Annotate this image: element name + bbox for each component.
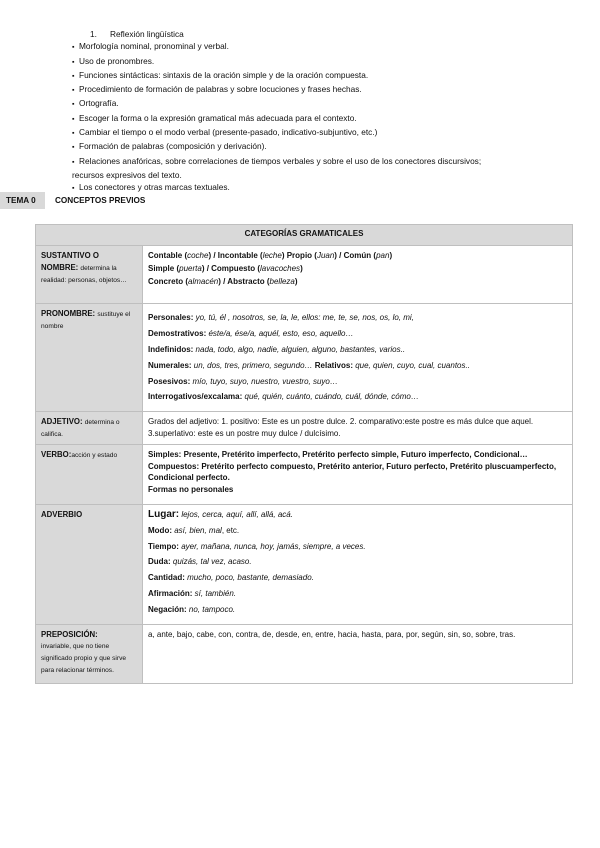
row-label [36, 246, 143, 304]
row-content [143, 504, 573, 624]
content-line: Cantidad: mucho, poco, bastante, demasiado. [148, 573, 314, 583]
label-main: ADVERBIO [41, 509, 83, 519]
content-line: Simple (puerta) / Compuesto (lavacoches) [148, 263, 303, 273]
content-line: Simples: Presente, Pretérito imperfecto, Pretérito perfecto simple, Futuro imperfecto, Condicional… [148, 449, 528, 459]
content-line: Compuestos: Pretérito perfecto compuesto, Pretérito anterior, Futuro perfecto, Pretérito pluscuamperfecto, Condicional perfecto. [148, 461, 557, 483]
label-main: PREPOSICIÓN: [41, 629, 98, 639]
label-main: VERBO: [41, 449, 72, 459]
label-description: acción y estado [71, 451, 118, 459]
content-text: Grados del adjetivo: 1. positivo: Este es un postre dulce. 2. comparativo:este postre es más dulce que aquel. 3.superlativo: este es un postre muy dulce / dulcísimo. [148, 417, 534, 438]
bullet-item: ▪ Cambiar el tiempo o el modo verbal (presente-pasado, indicativo-subjuntivo, etc.) [72, 126, 572, 140]
label-main: ADJETIVO: [41, 417, 83, 427]
section-heading [72, 28, 572, 40]
content-line: Posesivos: mío, tuyo, suyo, nuestro, vuestro, suyo… [148, 376, 338, 386]
label-description: determina o califica. [41, 419, 120, 438]
bullet-item: ▪ Ortografía. [72, 97, 572, 111]
row-label [36, 412, 143, 445]
row-label [36, 304, 143, 412]
bullet-item: ▪ Procedimiento de formación de palabras y sobre locuciones y frases hechas. [72, 83, 572, 97]
bullet-item: ▪ Funciones sintácticas: sintaxis de la oración simple y de la oración compuesta. [72, 69, 572, 83]
tema-tag: TEMA 0 [0, 192, 45, 209]
heading-number: 1. [90, 29, 97, 39]
bullet-item: ▪ Escoger la forma o la expresión gramatical más adecuada para el contexto. [72, 112, 572, 126]
table-header: CATEGORÍAS GRAMATICALES [36, 225, 573, 246]
bullet-item: ▪ Uso de pronombres. [72, 55, 572, 69]
row-content [143, 444, 573, 504]
bullet-item: ▪ Formación de palabras (composición y derivación). [72, 140, 572, 154]
row-label [36, 444, 143, 504]
intro-section [72, 28, 572, 196]
tema-bar [0, 192, 600, 209]
row-content [143, 624, 573, 683]
row-adverbio [36, 504, 573, 624]
content-text: a, ante, bajo, cabe, con, contra, de, desde, en, entre, hacia, hasta, para, por, según, sin, so, sobre, tras. [148, 629, 516, 639]
row-content [143, 246, 573, 304]
bullet-item: ▪ Relaciones anafóricas, sobre correlaciones de tiempos verbales y sobre el uso de los conectores discursivos; [72, 155, 572, 169]
row-adjetivo [36, 412, 573, 445]
content-line: Concreto (almacén) / Abstracto (belleza) [148, 276, 298, 286]
content-line: Negación: no, tampoco. [148, 604, 236, 614]
categories-table [35, 224, 573, 684]
label-description: determina la realidad: personas, objetos… [41, 264, 127, 284]
content-line: Tiempo: ayer, mañana, nunca, hoy, jamás, siempre, a veces. [148, 541, 366, 551]
row-verbo [36, 444, 573, 504]
content-line: Lugar: lejos, cerca, aquí, allí, allá, acá. [148, 508, 293, 520]
content-line: Numerales: un, dos, tres, primero, segundo… Relativos: que, quien, cuyo, cual, cuantos.. [148, 360, 470, 370]
row-preposicion [36, 624, 573, 683]
content-line: Formas no personales [148, 485, 234, 495]
label-description: invariable, que no tiene significado propio y que sirve para relacionar términos. [41, 643, 127, 674]
row-content [143, 304, 573, 412]
content-line: Duda: quizás, tal vez, acaso. [148, 557, 252, 567]
row-sustantivo [36, 246, 573, 304]
heading-text: Reflexión lingüística [110, 29, 184, 39]
row-pronombre [36, 304, 573, 412]
content-line: Afirmación: sí, también. [148, 588, 237, 598]
label-main: SUSTANTIVO O NOMBRE: [41, 251, 99, 272]
row-label [36, 624, 143, 683]
content-line: Modo: así, bien, mal, etc. [148, 525, 240, 535]
content-line: Indefinidos: nada, todo, algo, nadie, alguien, alguno, bastantes, varios.. [148, 344, 406, 354]
content-line: Interrogativos/excalama: qué, quién, cuánto, cuándo, cuál, dónde, cómo… [148, 392, 419, 402]
tema-title: CONCEPTOS PREVIOS [55, 196, 146, 205]
label-description: sustituye el nombre [41, 311, 131, 331]
bullet-item: ▪ Los conectores y otras marcas textuales. [72, 181, 572, 195]
row-content [143, 412, 573, 445]
content-line: Personales: yo, tú, él , nosotros, se, la, le, ellos: me, te, se, nos, os, lo, mi, [148, 313, 414, 323]
row-label [36, 504, 143, 624]
bullet-item: ▪ Morfología nominal, pronominal y verbal. [72, 40, 572, 54]
label-main: PRONOMBRE: [41, 309, 96, 319]
bullet-continuation: recursos expresivos del texto. [72, 169, 182, 180]
content-line: Contable (coche) / Incontable (leche) Propio (Juan) / Común (pan) [148, 251, 393, 260]
content-line: Demostrativos: éste/a, ése/a, aquél, esto, eso, aquello… [148, 329, 354, 339]
